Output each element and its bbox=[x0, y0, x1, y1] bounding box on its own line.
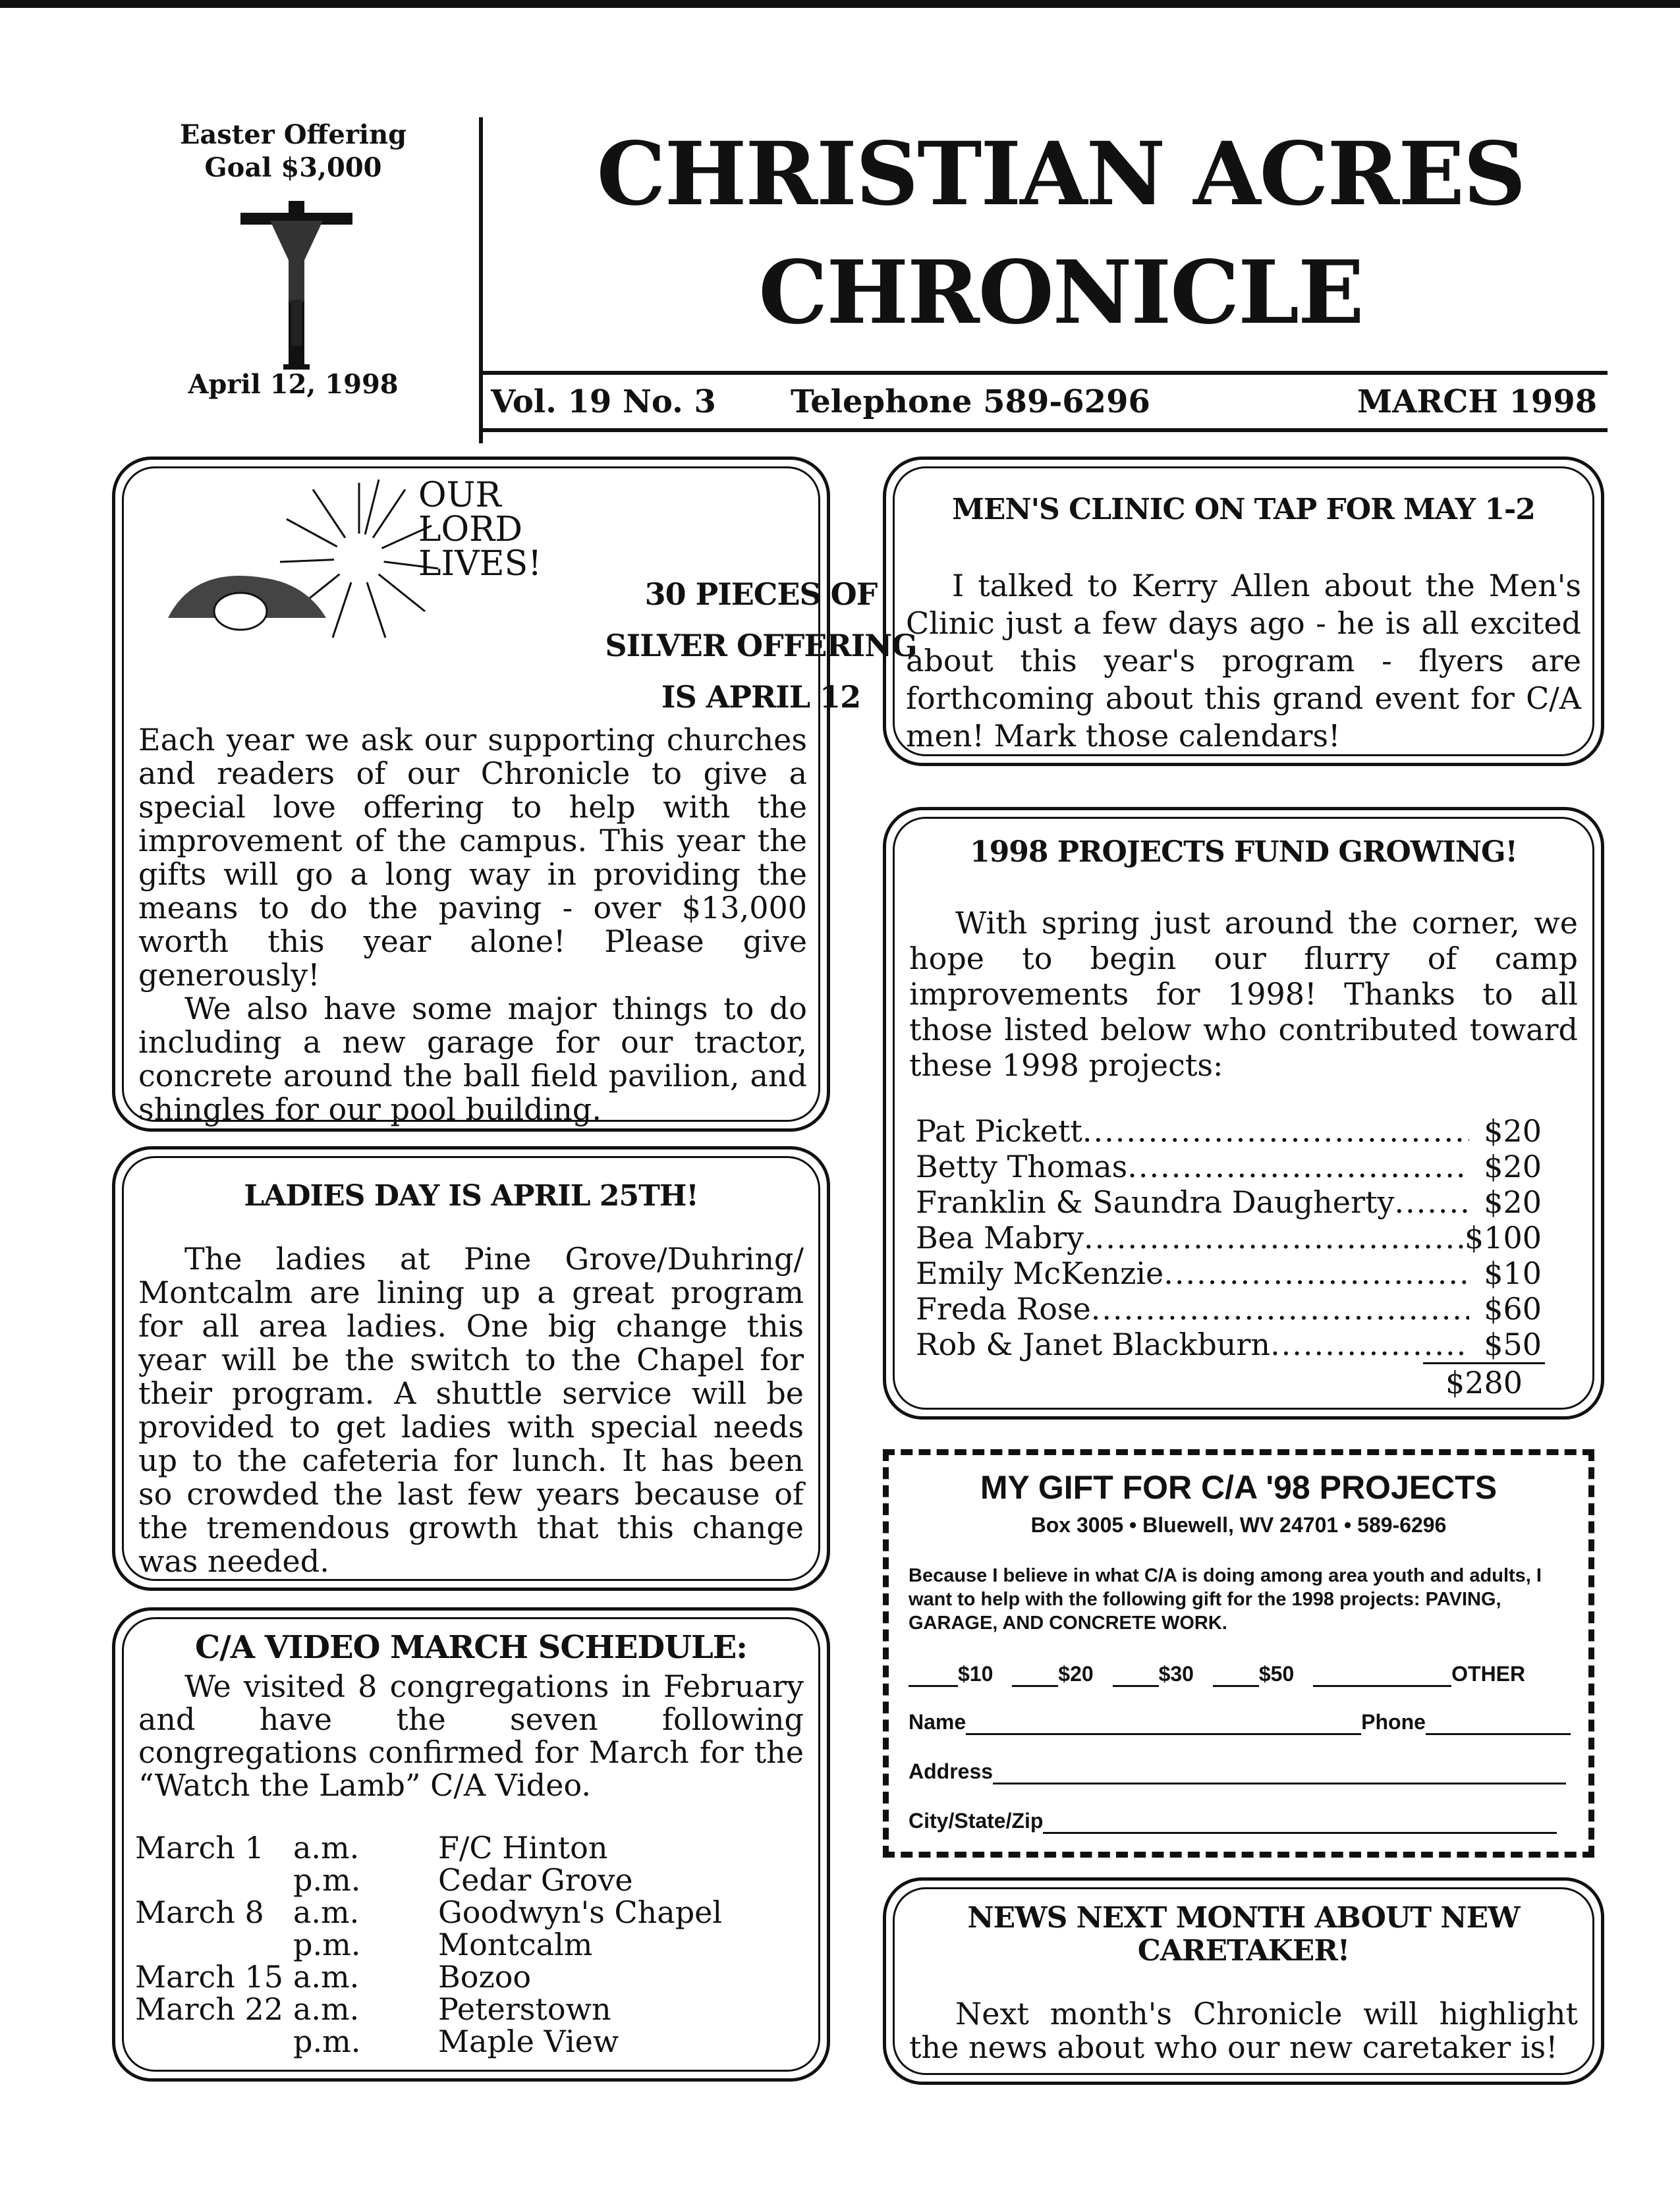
city-state-zip-label: City/State/Zip bbox=[909, 1809, 1044, 1833]
gift-form-blurb: Because I believe in what C/A is doing among area youth and adults, I want to help with the following gift for the 1998 projects: PAVING, GARAGE, AND CONCRETE WORK. bbox=[909, 1565, 1542, 1634]
projects-fund-box bbox=[883, 807, 1604, 1420]
schedule-time: a.m. bbox=[293, 1959, 360, 1995]
name-label: Name bbox=[909, 1710, 966, 1734]
easter-offering-goal: Goal $3,000 bbox=[204, 152, 382, 183]
silver-offering-box bbox=[112, 456, 917, 1132]
gift-amount-options bbox=[909, 1661, 1574, 1687]
gift-10-label: $10 bbox=[958, 1662, 994, 1686]
contributor-amount: $10 bbox=[1484, 1256, 1542, 1291]
volume-number: Vol. 19 No. 3 bbox=[491, 383, 716, 420]
contributor-name: Pat Pickett bbox=[916, 1113, 1082, 1149]
ladies-day-heading: LADIES DAY IS APRIL 25TH! bbox=[244, 1179, 698, 1213]
contributor-amount: $20 bbox=[1484, 1113, 1542, 1149]
contributor-name: Bea Mabry bbox=[916, 1220, 1084, 1256]
name-phone-row bbox=[909, 1709, 1574, 1735]
leader-dots bbox=[1091, 1291, 1469, 1327]
address-label: Address bbox=[909, 1759, 994, 1783]
schedule-place: Montcalm bbox=[438, 1927, 593, 1962]
caretaker-box bbox=[883, 1877, 1604, 2085]
schedule-place: F/C Hinton bbox=[438, 1830, 608, 1866]
schedule-place: Goodwyn's Chapel bbox=[438, 1895, 723, 1930]
silver-heading-line-1: 30 PIECES OF bbox=[644, 576, 878, 612]
contributor-row bbox=[916, 1149, 1542, 1184]
gift-10-blank[interactable] bbox=[909, 1665, 958, 1687]
caretaker-heading-line-1: NEWS NEXT MONTH ABOUT NEW bbox=[967, 1901, 1520, 1935]
video-schedule-intro: We visited 8 congregations in February and have the seven following congregations confirmed for March for the “Watch the Lamb” C/A Video. bbox=[138, 1669, 804, 1803]
leader-dots bbox=[1270, 1327, 1469, 1362]
caretaker-heading bbox=[906, 1902, 1581, 1968]
city-row bbox=[909, 1808, 1574, 1834]
schedule-time: a.m. bbox=[293, 1830, 360, 1866]
art-text-our: OUR bbox=[418, 476, 501, 515]
contributor-name: Freda Rose bbox=[916, 1291, 1091, 1327]
schedule-time: a.m. bbox=[293, 1895, 360, 1930]
schedule-place: Bozoo bbox=[438, 1959, 532, 1995]
schedule-date: March 1 bbox=[135, 1830, 264, 1866]
telephone-number: Telephone 589-6296 bbox=[791, 383, 1150, 420]
gift-50-blank[interactable] bbox=[1213, 1665, 1259, 1687]
address-field[interactable] bbox=[993, 1763, 1566, 1784]
leader-dots bbox=[1084, 1220, 1465, 1256]
schedule-date: March 22 bbox=[135, 1991, 284, 2027]
masthead-rule-bottom bbox=[479, 428, 1608, 432]
contributor-row bbox=[916, 1327, 1542, 1362]
silver-heading-line-2: SILVER OFFERING bbox=[605, 628, 917, 663]
crucifix-icon bbox=[231, 201, 362, 372]
address-row bbox=[909, 1758, 1574, 1784]
masthead-rule-top bbox=[479, 371, 1608, 375]
schedule-place: Peterstown bbox=[438, 1991, 611, 2027]
mens-clinic-box bbox=[883, 456, 1604, 766]
newsletter-title bbox=[501, 115, 1621, 352]
schedule-date: March 15 bbox=[135, 1959, 284, 1995]
phone-label: Phone bbox=[1361, 1710, 1426, 1734]
issue-date: MARCH 1998 bbox=[1357, 383, 1598, 420]
gift-form bbox=[883, 1449, 1594, 1858]
contributor-amount: $60 bbox=[1484, 1291, 1542, 1327]
easter-offering-note bbox=[152, 119, 435, 184]
silver-offering-para-1: Each year we ask our supporting churches and readers of our Chronicle to give a special love offering to help with the improvement of the campus. This year the gifts will go a long way in providing the means to do the paving - over $13,000 worth this year alone! Please give generously! bbox=[138, 722, 807, 993]
projects-fund-heading: 1998 PROJECTS FUND GROWING! bbox=[970, 835, 1517, 869]
schedule-time: p.m. bbox=[293, 1862, 361, 1898]
silver-offering-body bbox=[138, 723, 807, 1126]
schedule-time: a.m. bbox=[293, 1991, 360, 2027]
video-schedule-heading: C/A VIDEO MARCH SCHEDULE: bbox=[195, 1629, 747, 1666]
gift-other-blank[interactable] bbox=[1313, 1665, 1451, 1687]
silver-offering-para-2: We also have some major things to do including a new garage for our tractor, concrete around the ball field pavilion, and shingles for our pool building. bbox=[138, 991, 807, 1127]
phone-field[interactable] bbox=[1426, 1713, 1571, 1735]
leader-dots bbox=[1163, 1256, 1469, 1291]
easter-date: April 12, 1998 bbox=[188, 369, 399, 400]
contributor-name: Rob & Janet Blackburn bbox=[916, 1327, 1271, 1362]
contributor-amount: $20 bbox=[1484, 1149, 1542, 1184]
city-state-zip-field[interactable] bbox=[1043, 1812, 1557, 1834]
mens-clinic-heading: MEN'S CLINIC ON TAP FOR MAY 1-2 bbox=[952, 493, 1535, 526]
gift-30-blank[interactable] bbox=[1113, 1665, 1159, 1687]
title-line-1: CHRISTIAN ACRES bbox=[596, 123, 1525, 225]
leader-dots bbox=[1127, 1149, 1469, 1184]
caretaker-heading-line-2: CARETAKER! bbox=[1137, 1934, 1350, 1968]
gift-form-address: Box 3005 • Bluewell, WV 24701 • 589-6296 bbox=[1030, 1513, 1447, 1537]
contributor-amount: $20 bbox=[1484, 1184, 1542, 1220]
contributor-amount: $100 bbox=[1464, 1220, 1542, 1256]
contributor-row bbox=[916, 1291, 1542, 1327]
contributor-row bbox=[916, 1113, 1542, 1149]
video-schedule-box bbox=[112, 1607, 830, 2082]
gift-20-blank[interactable] bbox=[1012, 1665, 1058, 1687]
schedule-time: p.m. bbox=[293, 2024, 361, 2059]
ladies-day-body: The ladies at Pine Grove/Duhring/ Montcalm are lining up a great program for all area ladies. One big change this year will be the switch to the Chapel for their program. A shuttle service will be provided to get ladies with special needs up to the cafeteria for lunch. It has been so crowded the last few years because of the tremendous growth that this change was needed. bbox=[138, 1241, 804, 1579]
art-text-lord: LORD bbox=[418, 510, 523, 549]
gift-other-label: OTHER bbox=[1451, 1662, 1526, 1686]
gift-30-label: $30 bbox=[1158, 1662, 1194, 1686]
masthead-vertical-rule bbox=[479, 117, 483, 443]
leader-dots bbox=[1082, 1113, 1469, 1149]
gift-50-label: $50 bbox=[1258, 1662, 1295, 1686]
contributor-name: Franklin & Saundra Daugherty bbox=[916, 1184, 1395, 1220]
title-line-2: CHRONICLE bbox=[758, 242, 1363, 344]
contributor-name: Emily McKenzie bbox=[916, 1256, 1164, 1291]
leader-dots bbox=[1394, 1184, 1469, 1220]
contributor-row bbox=[916, 1256, 1542, 1291]
contributor-row bbox=[916, 1184, 1542, 1220]
schedule-place: Cedar Grove bbox=[438, 1862, 633, 1898]
gift-form-title: MY GIFT FOR C/A '98 PROJECTS bbox=[980, 1469, 1498, 1506]
caretaker-body: Next month's Chronicle will highlight the news about who our new caretaker is! bbox=[909, 1996, 1578, 2065]
our-lord-lives-text bbox=[418, 476, 542, 584]
silver-heading-line-3: IS APRIL 12 bbox=[661, 679, 861, 715]
gift-20-label: $20 bbox=[1058, 1662, 1094, 1686]
mens-clinic-body: I talked to Kerry Allen about the Men's Clinic just a few days ago - he is all excited about this year's program - flyers are forthcoming about this grand event for C/A men! Mark those calendars! bbox=[906, 568, 1581, 754]
top-border-line bbox=[0, 0, 1680, 8]
schedule-place: Maple View bbox=[438, 2024, 619, 2059]
contributor-name: Betty Thomas bbox=[916, 1149, 1128, 1184]
total-rule bbox=[1423, 1362, 1545, 1364]
schedule-date: March 8 bbox=[135, 1895, 264, 1930]
contributions-total: $280 bbox=[1445, 1365, 1523, 1400]
contributor-amount: $50 bbox=[1484, 1327, 1542, 1362]
art-text-lives: LIVES! bbox=[418, 544, 542, 584]
projects-fund-body: With spring just around the corner, we hope to begin our flurry of camp improvements for 1998! Thanks to all those listed below who contributed toward these 1998 projects: bbox=[909, 905, 1578, 1083]
ladies-day-box bbox=[112, 1146, 830, 1591]
easter-offering-label: Easter Offering bbox=[179, 119, 407, 150]
contributor-row bbox=[916, 1220, 1542, 1256]
name-field[interactable] bbox=[966, 1713, 1361, 1735]
schedule-time: p.m. bbox=[293, 1927, 361, 1962]
